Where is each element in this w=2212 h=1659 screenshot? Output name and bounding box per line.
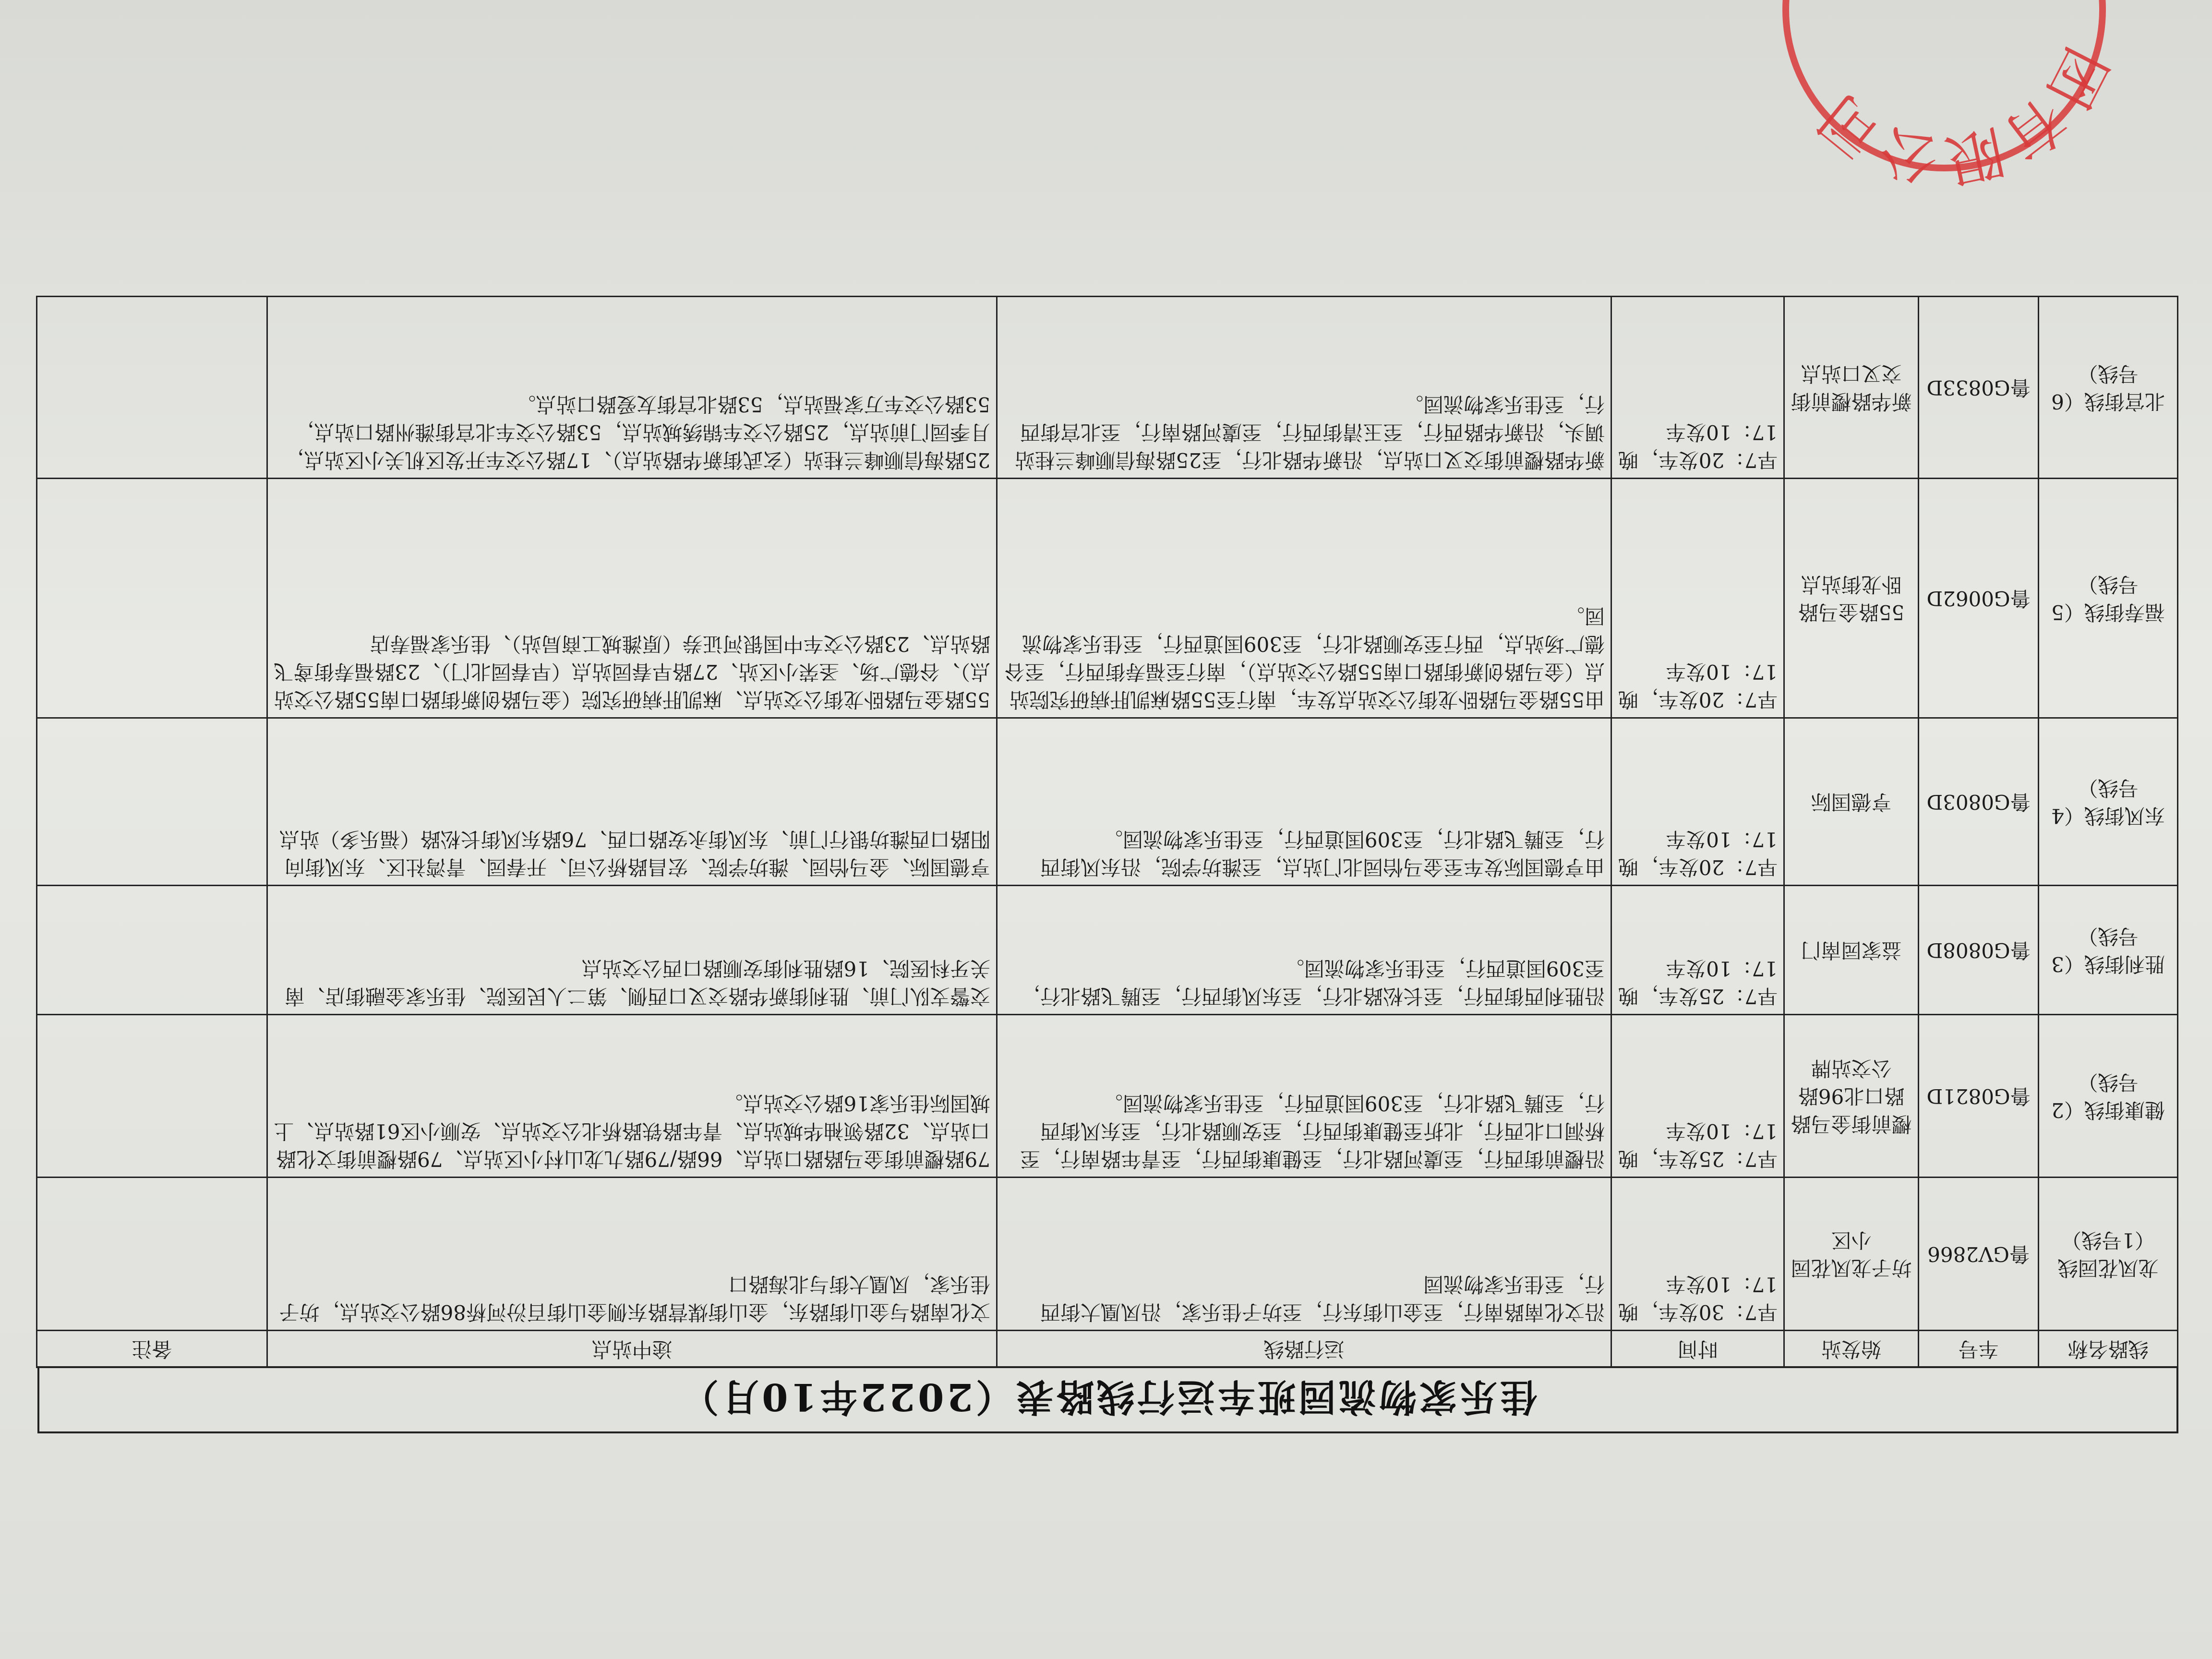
document-content bbox=[37, 267, 2178, 1433]
seal-text: 团有限公司 bbox=[1806, 36, 2120, 194]
cell-remark bbox=[37, 886, 267, 1015]
cell-route: 由亨德国际发车至金马怡园北门站点，至潍坊学院，沿东风街西行，至腾飞路北行，至309国道西行，至佳乐家物流园。 bbox=[997, 718, 1611, 886]
cell-plate: 鲁G0833D bbox=[1919, 297, 2039, 479]
cell-time: 早7：20发车，晚17：10发车 bbox=[1611, 297, 1784, 479]
table-header-row bbox=[37, 1331, 2178, 1368]
header-plate: 车号 bbox=[1919, 1331, 2039, 1368]
cell-remark bbox=[37, 1015, 267, 1178]
cell-stops: 交警支队门前、胜利街新华路交叉口西侧、第二人民医院、佳乐家金融街店、南关牙科医院、16路胜利街安顺路口西公交站点 bbox=[267, 886, 997, 1015]
header-stops: 途中站点 bbox=[267, 1331, 997, 1368]
cell-start: 益家园南门 bbox=[1784, 886, 1919, 1015]
cell-start: 樱前街金马路路口北96路公交站牌 bbox=[1784, 1015, 1919, 1178]
cell-route-name: 北宫街线（6号线） bbox=[2039, 297, 2178, 479]
cell-time: 早7：25发车，晚17：10发车 bbox=[1611, 886, 1784, 1015]
cell-remark bbox=[37, 297, 267, 479]
cell-route-name: 龙凤花园线（1号线） bbox=[2039, 1178, 2178, 1331]
table-row bbox=[37, 718, 2178, 886]
cell-start: 55路金马路卧龙街站点 bbox=[1784, 479, 1919, 718]
cell-remark bbox=[37, 1178, 267, 1331]
cell-route-name: 健康街线（2号线） bbox=[2039, 1015, 2178, 1178]
header-time: 时间 bbox=[1611, 1331, 1784, 1368]
header-start: 始发站 bbox=[1784, 1331, 1919, 1368]
table-row bbox=[37, 479, 2178, 718]
document-title: 佳乐家物流园班车运行线路表（2022年10月） bbox=[37, 1366, 2178, 1433]
cell-route-name: 东风街线（4号线） bbox=[2039, 718, 2178, 886]
cell-route: 沿文化南路南行，至金山街东行，至坊子佳乐家，沿凤凰大街西行，至佳乐家物流园 bbox=[997, 1178, 1611, 1331]
header-route-name: 线路名称 bbox=[2039, 1331, 2178, 1368]
header-route: 运行路线 bbox=[997, 1331, 1611, 1368]
cell-route: 新华路樱前街交叉口站点，沿新华路北行，至25路海信顺峰兰桂站调头，沿新华路西行，至玉清街西行，至虞河路南行，至北宫街西行，至佳乐家物流园。 bbox=[997, 297, 1611, 479]
route-table bbox=[36, 296, 2178, 1368]
cell-start: 坊子龙凤花园小区 bbox=[1784, 1178, 1919, 1331]
cell-stops: 55路金马路卧龙街公交站点、麻凯肝病研究院（金马路创新街路口南55路公交站点）、谷德广场、圣荣小区站、27路早春园站点（早春园北门）、23路福寿街鸢飞路站点、23路公交车中国银河证券（原潍城工商局站）、佳乐家福寿店 bbox=[267, 479, 997, 718]
cell-plate: 鲁G0062D bbox=[1919, 479, 2039, 718]
cell-start: 亨德国际 bbox=[1784, 718, 1919, 886]
cell-remark bbox=[37, 718, 267, 886]
cell-stops: 25路海信顺峰兰桂站（玄武街新华路站点）、17路公交车开发区机关小区站点，月季园门前站点，25路公交车锦绣城站点，53路公交车北宫街潍州路口站点，53路公交车万家福站点，53路北宫街友爱路口站点。 bbox=[267, 297, 997, 479]
cell-remark bbox=[37, 479, 267, 718]
table-row bbox=[37, 1178, 2178, 1331]
cell-route: 由55路金马路卧龙街公交站点发车，南行至55路麻凯肝病研究院站点（金马路创新街路口南55路公交站点），南行至福寿街西行，至谷德广场站点，西行至安顺路北行，至309国道西行，至佳乐家物流园。 bbox=[997, 479, 1611, 718]
table-row bbox=[37, 886, 2178, 1015]
cell-route-name: 福寿街线（5号线） bbox=[2039, 479, 2178, 718]
cell-time: 早7：20发车，晚17：10发车 bbox=[1611, 479, 1784, 718]
cell-time: 早7：25发车，晚17：10发车 bbox=[1611, 1015, 1784, 1178]
cell-plate: 鲁GV2866 bbox=[1919, 1178, 2039, 1331]
cell-route: 沿樱前街西行，至虞河路北行，至健康街西行，至青年路南行，至桥洞口北西行，北折至健康街西行，至安顺路北行，至东风街西行，至腾飞路北行，至309国道西行，至佳乐家物流园。 bbox=[997, 1015, 1611, 1178]
cell-time: 早7：30发车，晚17：10发车 bbox=[1611, 1178, 1784, 1331]
cell-route-name: 胜利街线（3号线） bbox=[2039, 886, 2178, 1015]
table-row bbox=[37, 1015, 2178, 1178]
cell-time: 早7：20发车，晚17：10发车 bbox=[1611, 718, 1784, 886]
cell-stops: 文化南路与金山街路东，金山街煤营路东侧金山街百汾河桥86路公交站点，坊子佳乐家，凤凰大街与北海路口 bbox=[267, 1178, 997, 1331]
cell-route: 沿胜利西街西行，至长松路北行，至东风街西行，至腾飞路北行，至309国道西行，至佳乐家物流园。 bbox=[997, 886, 1611, 1015]
header-remark: 备注 bbox=[37, 1331, 267, 1368]
cell-plate: 鲁G0821D bbox=[1919, 1015, 2039, 1178]
cell-plate: 鲁G0808D bbox=[1919, 886, 2039, 1015]
table-row bbox=[37, 297, 2178, 479]
cell-stops: 79路樱前街金马路路口站点、66路/79路九龙山村小区站点、79路樱前街文化路口站点、32路领袖华城站点、青年路铁路桥北公交站点、安顺小区61路站点、上城国际佳乐家16路公交站点。 bbox=[267, 1015, 997, 1178]
cell-start: 新华路樱前街交叉口站点 bbox=[1784, 297, 1919, 479]
cell-stops: 亨德国际、金马怡园、潍坊学院、宏昌路桥公司、开春园、青湾社区、东风街向阳路口西潍坊银行门前、东风街永安路口西、76路东风街长松路（福乐多）站点 bbox=[267, 718, 997, 886]
cell-plate: 鲁G0803D bbox=[1919, 718, 2039, 886]
